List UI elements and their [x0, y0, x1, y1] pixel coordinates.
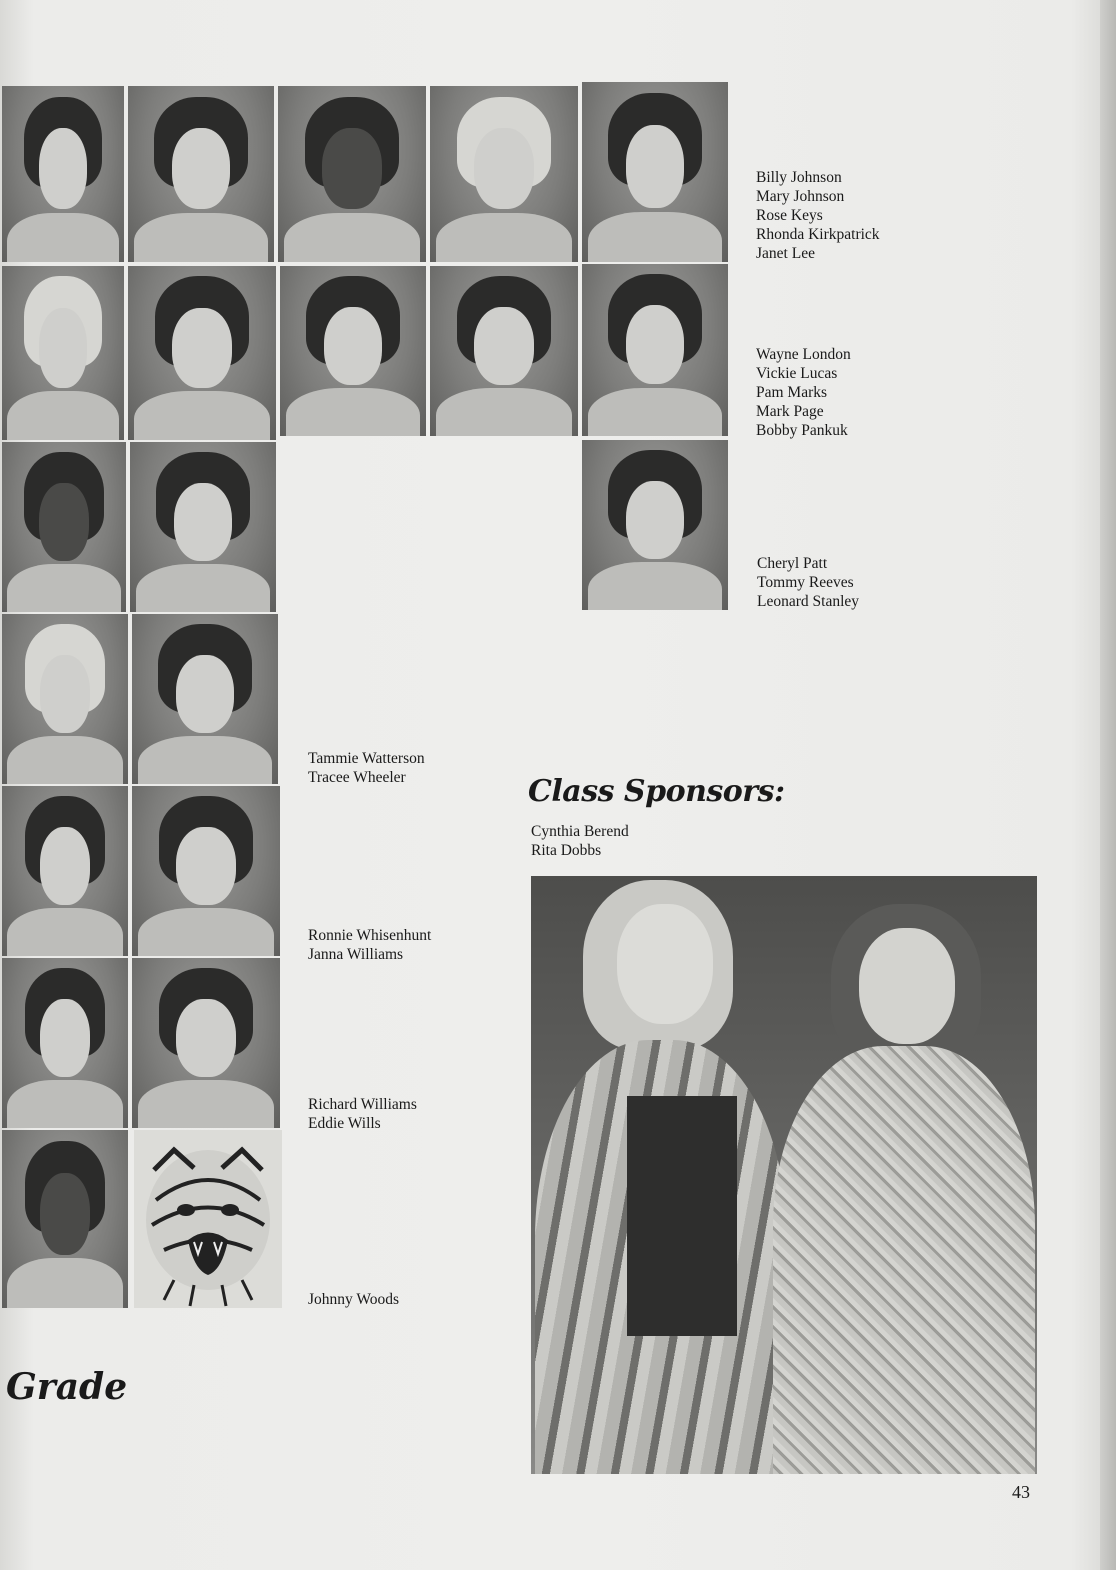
section-title: Grade: [6, 1366, 128, 1408]
student-name: Ronnie Whisenhunt: [308, 927, 432, 944]
student-name: Mark Page: [756, 403, 824, 420]
names-row3: [757, 554, 859, 611]
portrait-tommy-reeves: [130, 442, 276, 612]
portrait-rhonda-kirkpatrick: [430, 86, 578, 262]
portrait-tracee-wheeler: [132, 614, 278, 784]
student-name: Eddie Wills: [308, 1115, 381, 1132]
student-name: Leonard Stanley: [757, 593, 860, 610]
portrait-janna-williams: [132, 786, 280, 956]
names-row4: [308, 749, 425, 787]
student-name: Richard Williams: [308, 1096, 417, 1113]
student-name: Tracee Wheeler: [308, 769, 406, 786]
portrait-wayne-london: [2, 266, 124, 440]
class-sponsors-heading: Class Sponsors:: [528, 774, 785, 809]
portrait-mary-johnson: [128, 86, 274, 262]
names-row2: [756, 345, 851, 440]
page-gutter: [1100, 0, 1116, 1570]
portrait-pam-marks: [280, 266, 426, 436]
portrait-janet-lee: [582, 82, 728, 262]
page-number: 43: [1012, 1482, 1030, 1502]
names-row1: [756, 168, 880, 263]
sponsors-photo: [531, 876, 1037, 1474]
portrait-rose-keys: [278, 86, 426, 262]
portrait-ronnie-whisenhunt: [2, 786, 128, 956]
tiger-icon: [134, 1130, 282, 1308]
student-name: Janet Lee: [756, 245, 815, 262]
student-name: Cheryl Patt: [757, 555, 828, 572]
portrait-vickie-lucas: [128, 266, 276, 440]
names-row5: [308, 926, 431, 964]
portrait-richard-williams: [2, 958, 128, 1128]
student-name: Tommy Reeves: [757, 574, 854, 591]
student-name: Vickie Lucas: [756, 365, 838, 382]
sponsor-name: Rita Dobbs: [531, 842, 602, 859]
names-row6: [308, 1095, 417, 1133]
portrait-johnny-woods: [2, 1130, 128, 1308]
student-name: Johnny Woods: [308, 1291, 400, 1308]
student-name: Mary Johnson: [756, 188, 845, 205]
portrait-mark-page: [430, 266, 578, 436]
student-name: Rhonda Kirkpatrick: [756, 226, 880, 243]
student-name: Bobby Pankuk: [756, 422, 848, 439]
portrait-leonard-stanley: [582, 440, 728, 610]
sponsor-names: [531, 822, 629, 860]
student-name: Wayne London: [756, 346, 851, 363]
names-row7: [308, 1290, 399, 1309]
portrait-cheryl-patt: [2, 442, 126, 612]
portrait-eddie-wills: [132, 958, 280, 1128]
portrait-bobby-pankuk: [582, 264, 728, 436]
student-name: Billy Johnson: [756, 169, 842, 186]
student-name: Janna Williams: [308, 946, 404, 963]
sponsor-name: Cynthia Berend: [531, 823, 629, 840]
student-name: Tammie Watterson: [308, 750, 425, 767]
portrait-tammie-watterson: [2, 614, 128, 784]
portrait-billy-johnson: [2, 86, 124, 262]
student-name: Rose Keys: [756, 207, 823, 224]
student-name: Pam Marks: [756, 384, 828, 401]
sponsor-right-figure: [771, 876, 1037, 1474]
tiger-mascot-image: [134, 1130, 282, 1308]
sponsor-left-figure: [531, 876, 791, 1474]
